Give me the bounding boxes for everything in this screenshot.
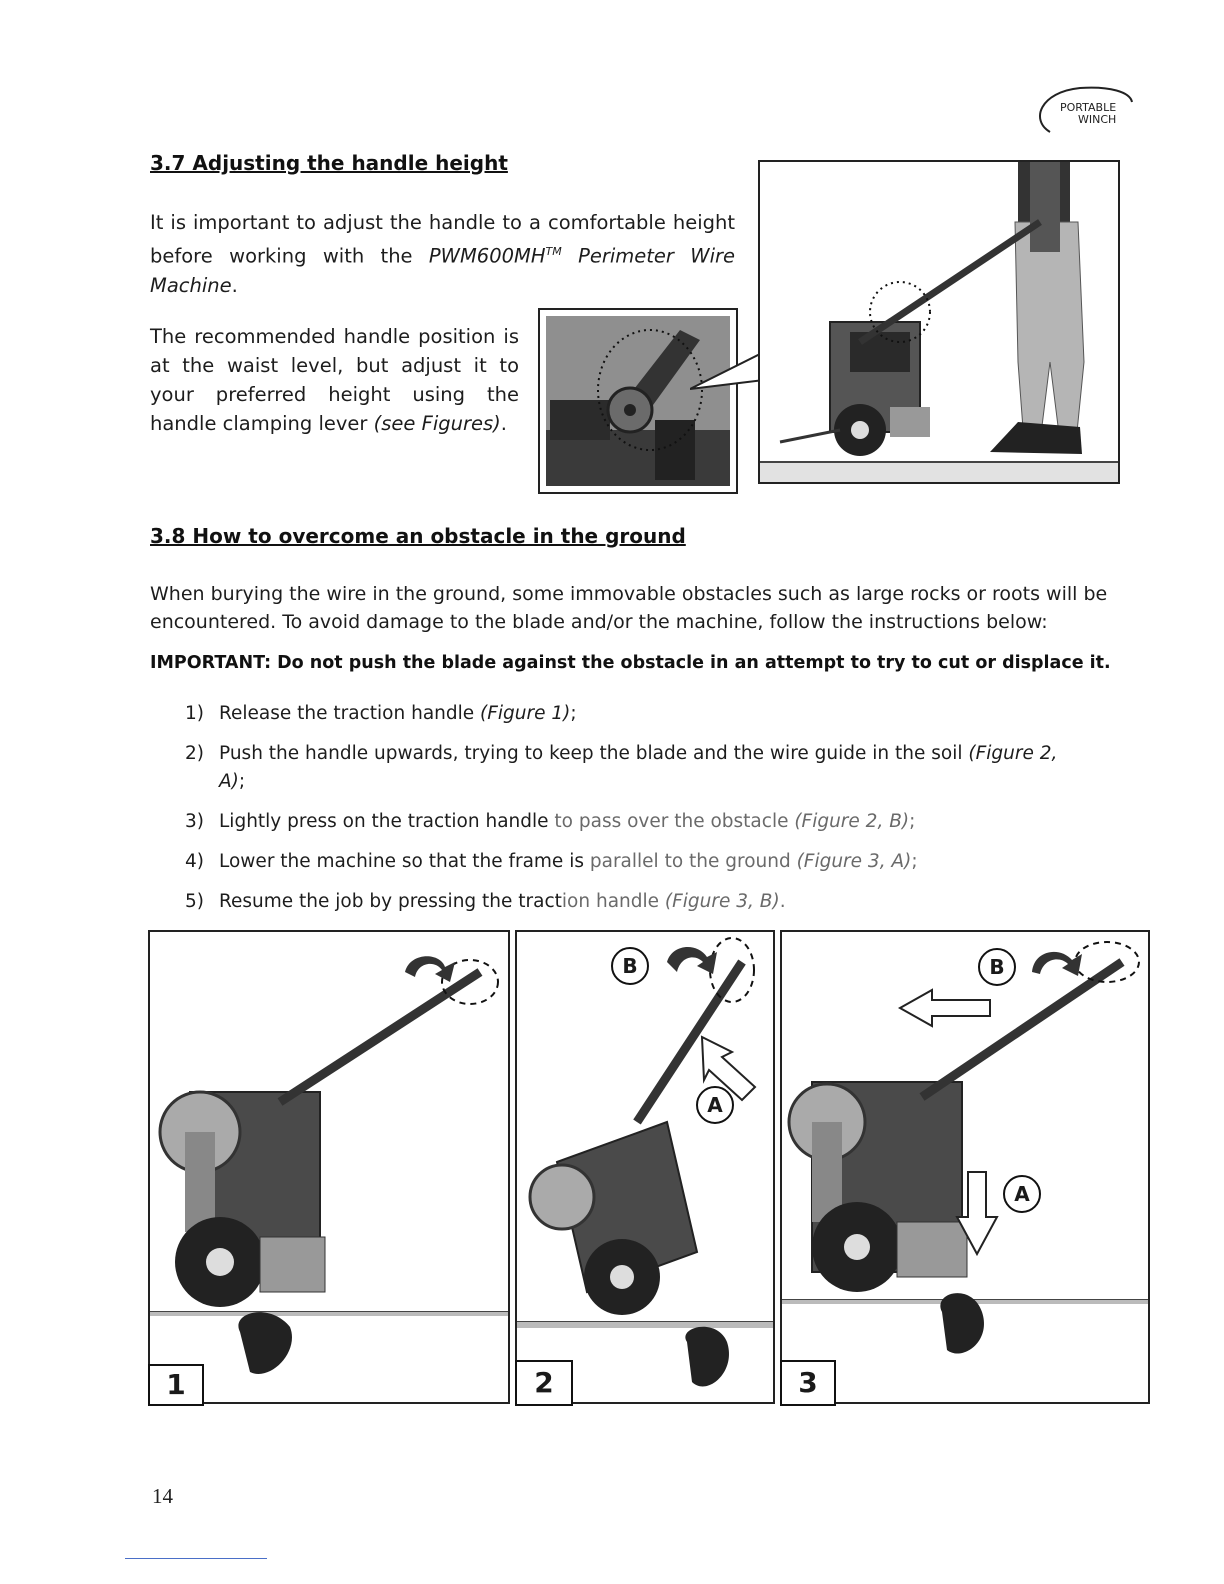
section-37-paragraph-1 [150, 208, 735, 300]
label-b-fig3: B [989, 955, 1005, 979]
step-text-light: to pass over the obstacle [548, 811, 795, 832]
step-number: 3) [185, 811, 204, 832]
p2-figure-ref: (see Figures) [373, 412, 501, 435]
step-text: Lower the machine so that the frame is [219, 851, 590, 872]
step-end: ; [238, 771, 246, 792]
label-a-fig3: A [1014, 1182, 1030, 1206]
p1-end: . [231, 273, 238, 297]
operator-handle-height-figure [758, 160, 1120, 484]
step-text-light: parallel to the ground [589, 851, 797, 872]
section-37-paragraph-2 [150, 322, 519, 438]
operator-machine-illustration [760, 162, 1118, 482]
step-figure-ref: (Figure 3, A) [796, 851, 912, 872]
figure-3-number: 3 [780, 1360, 836, 1406]
press-arrow-icon [667, 947, 717, 974]
step-end: ; [909, 811, 916, 832]
product-name: PWM600MH [428, 244, 546, 268]
step-end: ; [570, 703, 577, 724]
figure-3 [780, 930, 1150, 1404]
logo-line2: WINCH [1078, 113, 1117, 126]
step-figure-ref: (Figure 3, B) [664, 891, 780, 912]
portable-winch-logo [1020, 80, 1140, 140]
figure-1-number: 1 [148, 1364, 204, 1406]
step-text-light: ion handle [561, 891, 665, 912]
figure-2-illustration [517, 932, 773, 1402]
step-figure-ref: (Figure 1) [480, 703, 571, 724]
label-a-fig2: A [707, 1093, 723, 1117]
step-text: Release the traction handle [219, 703, 481, 724]
step-text: Push the handle upwards, trying to keep the blade and the wire guide in the soil [219, 743, 969, 764]
section-37-title: 3.7 Adjusting the handle height [150, 151, 508, 175]
step-number: 5) [185, 891, 204, 912]
footnote-divider [125, 1558, 267, 1559]
logo-line1: PORTABLE [1060, 101, 1117, 114]
label-b-fig2: B [622, 954, 638, 978]
figure-3-illustration [782, 932, 1148, 1402]
section-38-intro: When burying the wire in the ground, some immovable obstacles such as large rocks or roots will be encountered. To avoid damage to the blade and/or the machine, follow the instructions below: [150, 583, 1108, 633]
step-end: . [779, 891, 786, 912]
page-number: 14 [152, 1484, 173, 1508]
p1-text: It is important to adjust the handle to a comfortable height before working with the [150, 211, 735, 268]
step-text: Resume the job by pressing the tract [219, 891, 562, 912]
step-figure-ref: (Figure 2, [968, 743, 1058, 764]
release-arrow-icon [405, 956, 455, 982]
trademark: TM [545, 245, 562, 258]
p2-text: The recommended handle position is at the waist level, but adjust it to your preferred height using the handle clamping lever [150, 325, 519, 435]
figure-2-number: 2 [515, 1360, 573, 1406]
step-number: 1) [185, 703, 204, 724]
figure-2 [515, 930, 775, 1404]
press-arrow-icon [1032, 952, 1082, 976]
step-figure-ref: (Figure 2, B) [794, 811, 910, 832]
step-end: ; [911, 851, 918, 872]
important-warning: IMPORTANT: Do not push the blade against the obstacle in an attempt to try to cut or displace it. [150, 653, 1111, 673]
step-number: 4) [185, 851, 204, 872]
p2-end: . [500, 412, 507, 435]
step-number: 2) [185, 743, 204, 764]
forward-arrow-icon [900, 990, 990, 1026]
figure-1-illustration [150, 932, 508, 1402]
section-38-title: 3.8 How to overcome an obstacle in the ground [150, 524, 686, 548]
obstacle-steps-list [185, 700, 1125, 920]
product-name-2: Perimeter Wire Machine [150, 244, 735, 297]
step-figure-ref-2: A) [219, 771, 239, 792]
figure-1 [148, 930, 510, 1404]
step-text: Lightly press on the traction handle [219, 811, 549, 832]
